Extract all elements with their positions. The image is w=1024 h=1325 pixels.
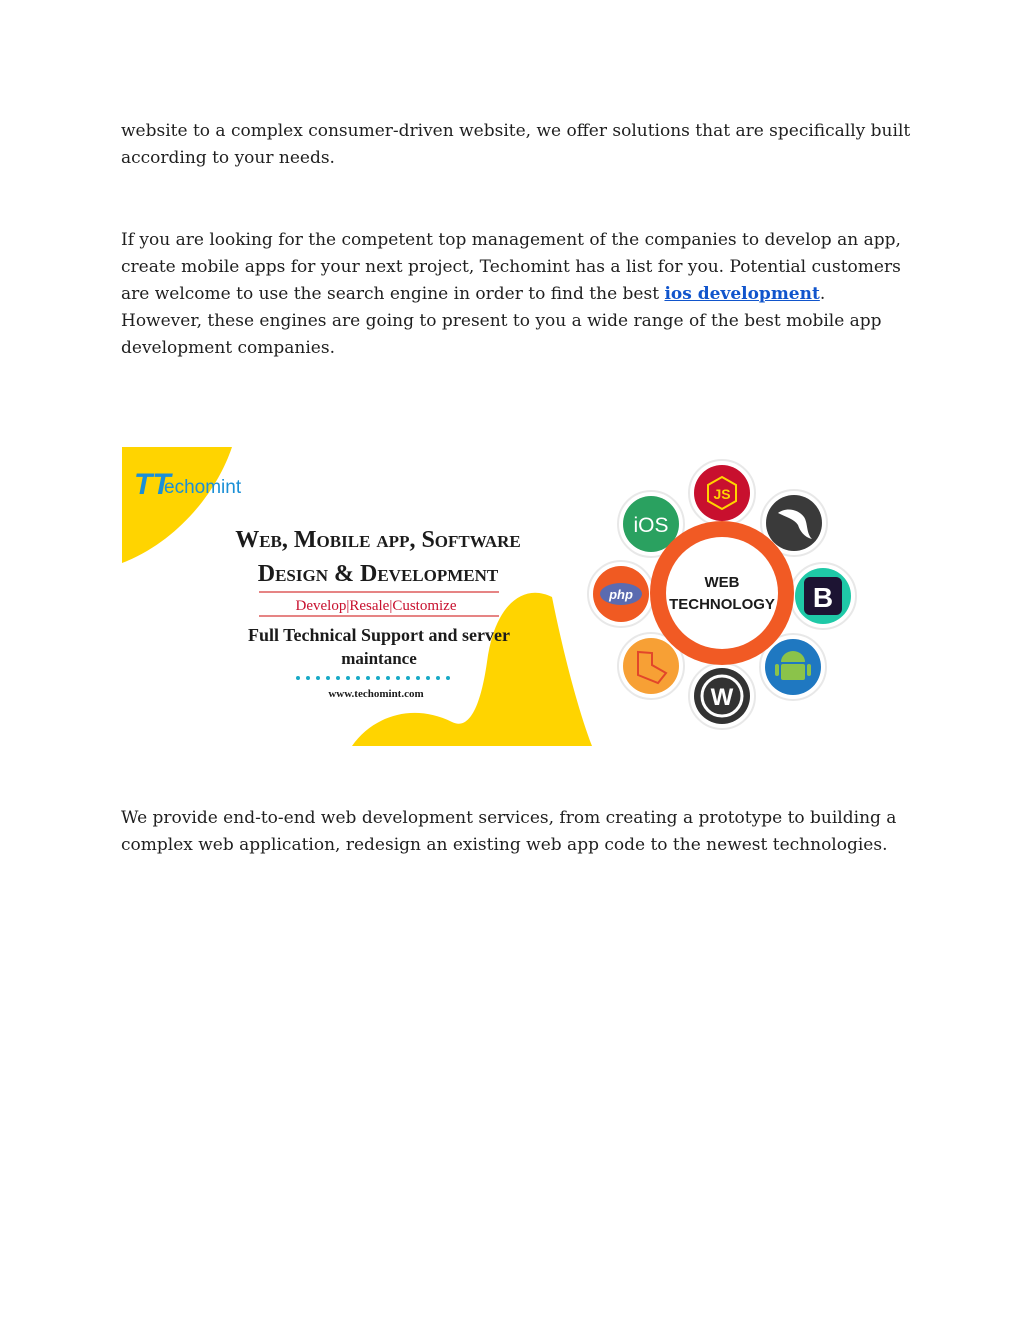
paragraph-services: We provide end-to-end web development services, from creating a prototype to building a complex web application, redesign an existing web app code to the newest technologies. xyxy=(121,808,897,855)
yellow-corner-shape xyxy=(122,447,232,563)
bootstrap-icon xyxy=(790,563,856,629)
js-icon xyxy=(689,460,755,526)
svg-text:iOS: iOS xyxy=(633,514,669,537)
svg-text:JS: JS xyxy=(713,486,731,502)
svg-text:php: php xyxy=(609,587,633,602)
banner-website: www.techomint.com xyxy=(328,688,424,700)
paragraph-intro xyxy=(121,118,911,172)
dotted-divider xyxy=(296,676,450,680)
center-label-line2: TECHNOLOGY xyxy=(669,596,775,613)
paragraph-companies-text: If you are looking for the competent top management of the companies to develop an app, create mobile apps for your next project, Techomint has a list for you. Potential customers are welcome to use the search engine in order to find the best xyxy=(121,230,901,304)
techomint-banner-image xyxy=(122,447,858,746)
svg-text:B: B xyxy=(812,582,834,613)
php-icon xyxy=(588,561,654,627)
ios-development-link[interactable]: ios development xyxy=(664,284,820,304)
banner-heading-line1: Web, Mobile app, Software xyxy=(235,527,521,553)
wordpress-icon xyxy=(689,663,755,729)
logo-mark: TT xyxy=(134,468,171,501)
svg-text:W: W xyxy=(710,684,734,711)
paragraph-companies-tail: . However, these engines are going to present to you a wide range of the best mobile app development companies. xyxy=(121,284,882,358)
paragraph-companies xyxy=(121,227,911,362)
paragraph-intro-line1: website to a complex consumer-driven website, we offer solutions that are specifically built xyxy=(121,121,911,141)
banner-tagline: Develop|Resale|Customize xyxy=(295,598,457,614)
logo-text: echomint xyxy=(164,477,242,498)
banner-support-line1: Full Technical Support and server xyxy=(247,625,511,645)
banner-heading-line2: Design & Development xyxy=(257,561,499,587)
technology-wheel xyxy=(588,460,856,729)
center-label-line1: WEB xyxy=(704,574,740,591)
banner-support-line2: maintance xyxy=(341,649,417,668)
paragraph-intro-line2: according to your needs. xyxy=(121,148,335,168)
center-disc xyxy=(666,537,778,649)
